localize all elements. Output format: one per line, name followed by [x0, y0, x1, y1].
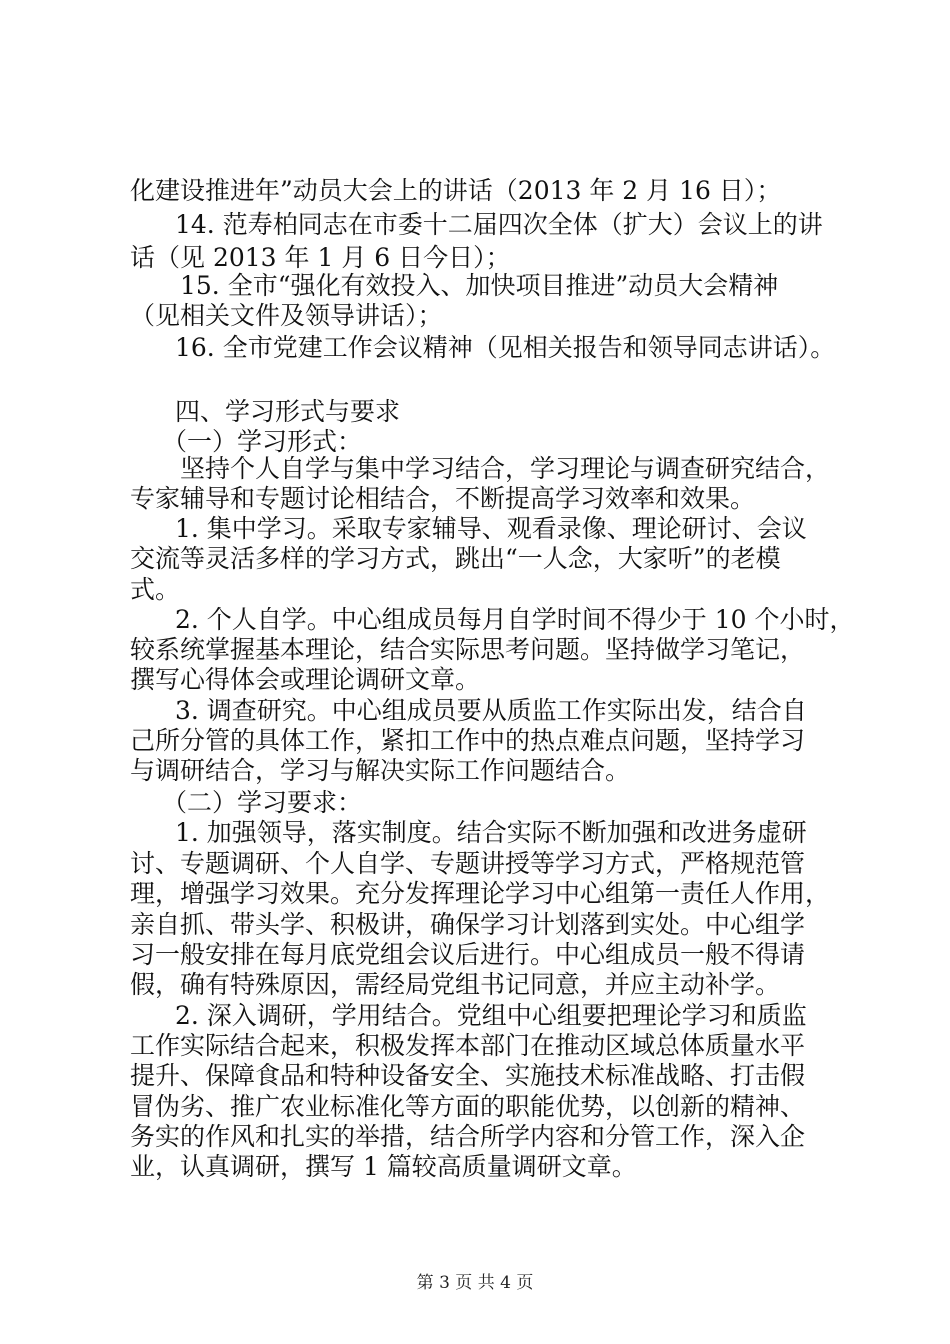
text-line: 交流等灵活多样的学习方式，跳出“一人念，大家听”的老模: [130, 544, 781, 573]
subsection-heading: （二）学习要求：: [162, 788, 363, 817]
text-line: 1. 集中学习。采取专家辅导、观看录像、理论研讨、会议: [175, 514, 807, 543]
text-line: 假，确有特殊原因，需经局党组书记同意，并应主动补学。: [130, 970, 781, 999]
text-line: 撰写心得体会或理论调研文章。: [130, 665, 481, 694]
text-line: 坚持个人自学与集中学习结合，学习理论与调查研究结合，: [180, 454, 831, 483]
text-line: 习一般安排在每月底党组会议后进行。中心组成员一般不得请: [130, 940, 806, 969]
subsection-heading: （一）学习形式：: [162, 427, 363, 456]
section-heading: 四、学习形式与要求: [175, 397, 401, 426]
text-line: 己所分管的具体工作，紧扣工作中的热点难点问题，坚持学习: [130, 726, 806, 755]
text-line: 工作实际结合起来，积极发挥本部门在推动区域总体质量水平: [130, 1031, 806, 1060]
text-line: 与调研结合，学习与解决实际工作问题结合。: [130, 756, 631, 785]
text-line: 亲自抓、带头学、积极讲，确保学习计划落到实处。中心组学: [130, 910, 806, 939]
text-line: 15. 全市“强化有效投入、加快项目推进”动员大会精神: [180, 271, 779, 300]
text-line: 化建设推进年”动员大会上的讲话（2013 年 2 月 16 日）；: [130, 176, 782, 205]
text-line: 话（见 2013 年 1 月 6 日今日）；: [130, 243, 511, 272]
text-line: 理，增强学习效果。充分发挥理论学习中心组第一责任人作用，: [130, 879, 831, 908]
text-line: 3. 调查研究。中心组成员要从质监工作实际出发，结合自: [175, 696, 807, 725]
text-line: 2. 个人自学。中心组成员每月自学时间不得少于 10 个小时，: [175, 605, 855, 634]
text-line: 务实的作风和扎实的举措，结合所学内容和分管工作，深入企: [130, 1122, 806, 1151]
text-line: 专家辅导和专题讨论相结合，不断提高学习效率和效果。: [130, 484, 756, 513]
text-line: 14. 范寿柏同志在市委十二届四次全体（扩大）会议上的讲: [175, 210, 823, 239]
text-line: 较系统掌握基本理论，结合实际思考问题。坚持做学习笔记，: [130, 635, 806, 664]
text-line: 1. 加强领导，落实制度。结合实际不断加强和改进务虚研: [175, 818, 807, 847]
text-line: 式。: [130, 575, 181, 604]
text-line: 2. 深入调研，学用结合。党组中心组要把理论学习和质监: [175, 1001, 807, 1030]
text-line: 16. 全市党建工作会议精神（见相关报告和领导同志讲话）。: [175, 333, 836, 362]
text-line: 业，认真调研，撰写 1 篇较高质量调研文章。: [130, 1152, 637, 1181]
text-line: 讨、专题调研、个人自学、专题讲授等学习方式，严格规范管: [130, 849, 806, 878]
page-footer: 第 3 页 共 4 页: [416, 1273, 534, 1293]
text-line: 冒伪劣、推广农业标准化等方面的职能优势，以创新的精神、: [130, 1092, 806, 1121]
text-line: 提升、保障食品和特种设备安全、实施技术标准战略、打击假: [130, 1061, 806, 1090]
text-line: （见相关文件及领导讲话）；: [130, 301, 443, 330]
